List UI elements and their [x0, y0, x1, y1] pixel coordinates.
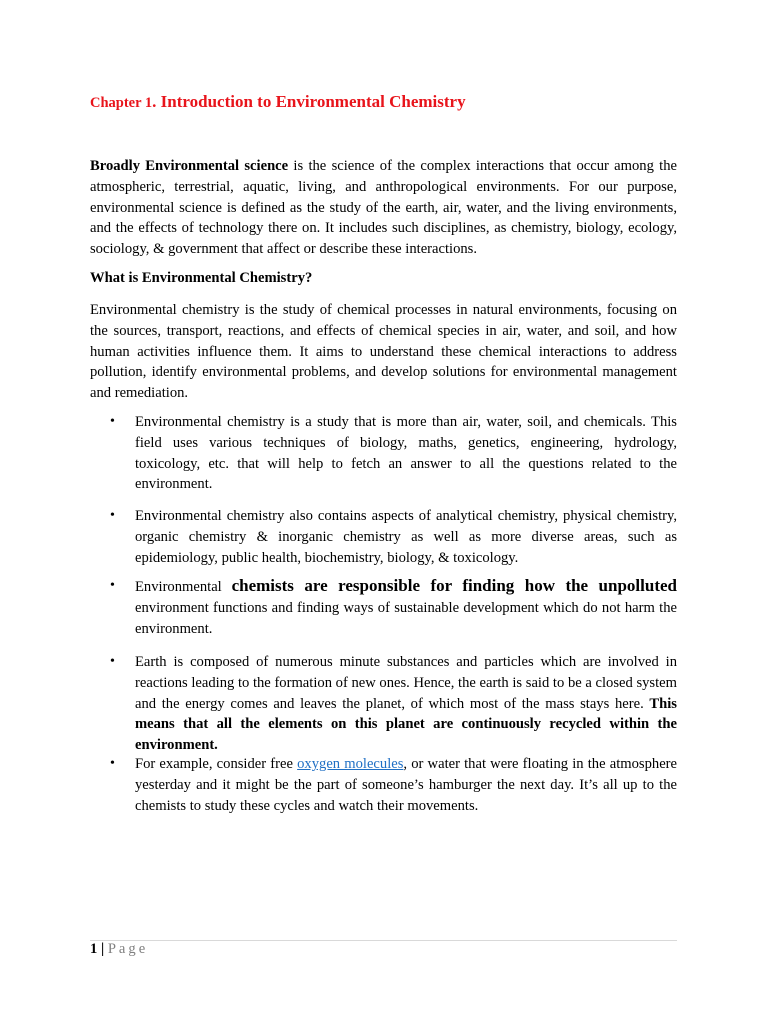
bullet-text: Earth is composed of numerous minute substances and particles which are involved in reactions leading to the formation of new ones. Hence, the earth is said to be a closed system and the energy comes and leaves the planet, of which most of the mass stays here.: [135, 654, 677, 712]
chapter-heading: . Introduction to Environmental Chemistry: [152, 92, 466, 111]
oxygen-molecules-link[interactable]: oxygen molecules: [297, 756, 404, 772]
bullet-emphasis: chemists are responsible for finding how the unpolluted: [231, 576, 677, 595]
list-item: [135, 412, 677, 495]
bullet-text-end: , or water that were floating in the atmosphere yesterday and it might be the part of someone’s hamburger the next day. It’s all up to the chemists to study these cycles and watch their movements.: [135, 756, 678, 814]
definition-paragraph: Environmental chemistry is the study of chemical processes in natural environments, focusing on the sources, transport, reactions, and effects of chemical species in air, water, and soil, and how human activities influence them. It aims to understand these chemical interactions to address pollution, identify environmental problems, and develop solutions for environmental management and remediation.: [90, 302, 677, 402]
bullet-bold-conclusion: This means that all the elements on this planet are continuously recycled within the environment.: [135, 695, 677, 754]
intro-paragraph: [90, 156, 677, 260]
list-item: [135, 506, 677, 568]
intro-text: is the science of the complex interactions that occur among the atmospheric, terrestrial, aquatic, living, and anthropological environments. For our purpose, environmental science is defined as the study of the earth, air, water, and the living environments, and the effects of technology there on. It includes such disciplines, as chemistry, biology, ecology, sociology, & government that affect or describe these interactions.: [90, 158, 677, 258]
bullet-text-start: Environmental: [135, 579, 232, 595]
intro-bold-lead: Broadly Environmental science: [90, 158, 289, 174]
page-footer: [90, 941, 148, 958]
chapter-prefix: Chapter 1: [90, 95, 153, 111]
bullet-text: Environmental chemistry also contains aspects of analytical chemistry, physical chemistry, organic chemistry & inorganic chemistry as well as more diverse areas, such as epidemiology, public health, biochemistry, biology, & toxicology.: [135, 508, 677, 566]
list-item: [135, 652, 677, 756]
footer-separator: |: [97, 941, 108, 957]
bullet-text-start: For example, consider free: [135, 756, 298, 772]
bullet-text-end: environment functions and finding ways of sustainable development which do not harm the environment.: [135, 599, 677, 637]
list-item: [135, 754, 677, 816]
section-heading: What is Environmental Chemistry?: [90, 270, 313, 286]
page-label: Page: [107, 941, 149, 957]
document-page: [90, 0, 677, 1024]
page-number: 1: [90, 941, 98, 957]
bullet-text: Environmental chemistry is a study that is more than air, water, soil, and chemicals. This field uses various techniques of biology, maths, genetics, engineering, hydrology, toxicology, etc. that will help to fetch an answer to all the questions related to the environment.: [135, 414, 677, 493]
list-item: [135, 576, 677, 639]
chapter-title: [90, 92, 466, 112]
footer-divider: [90, 940, 677, 941]
